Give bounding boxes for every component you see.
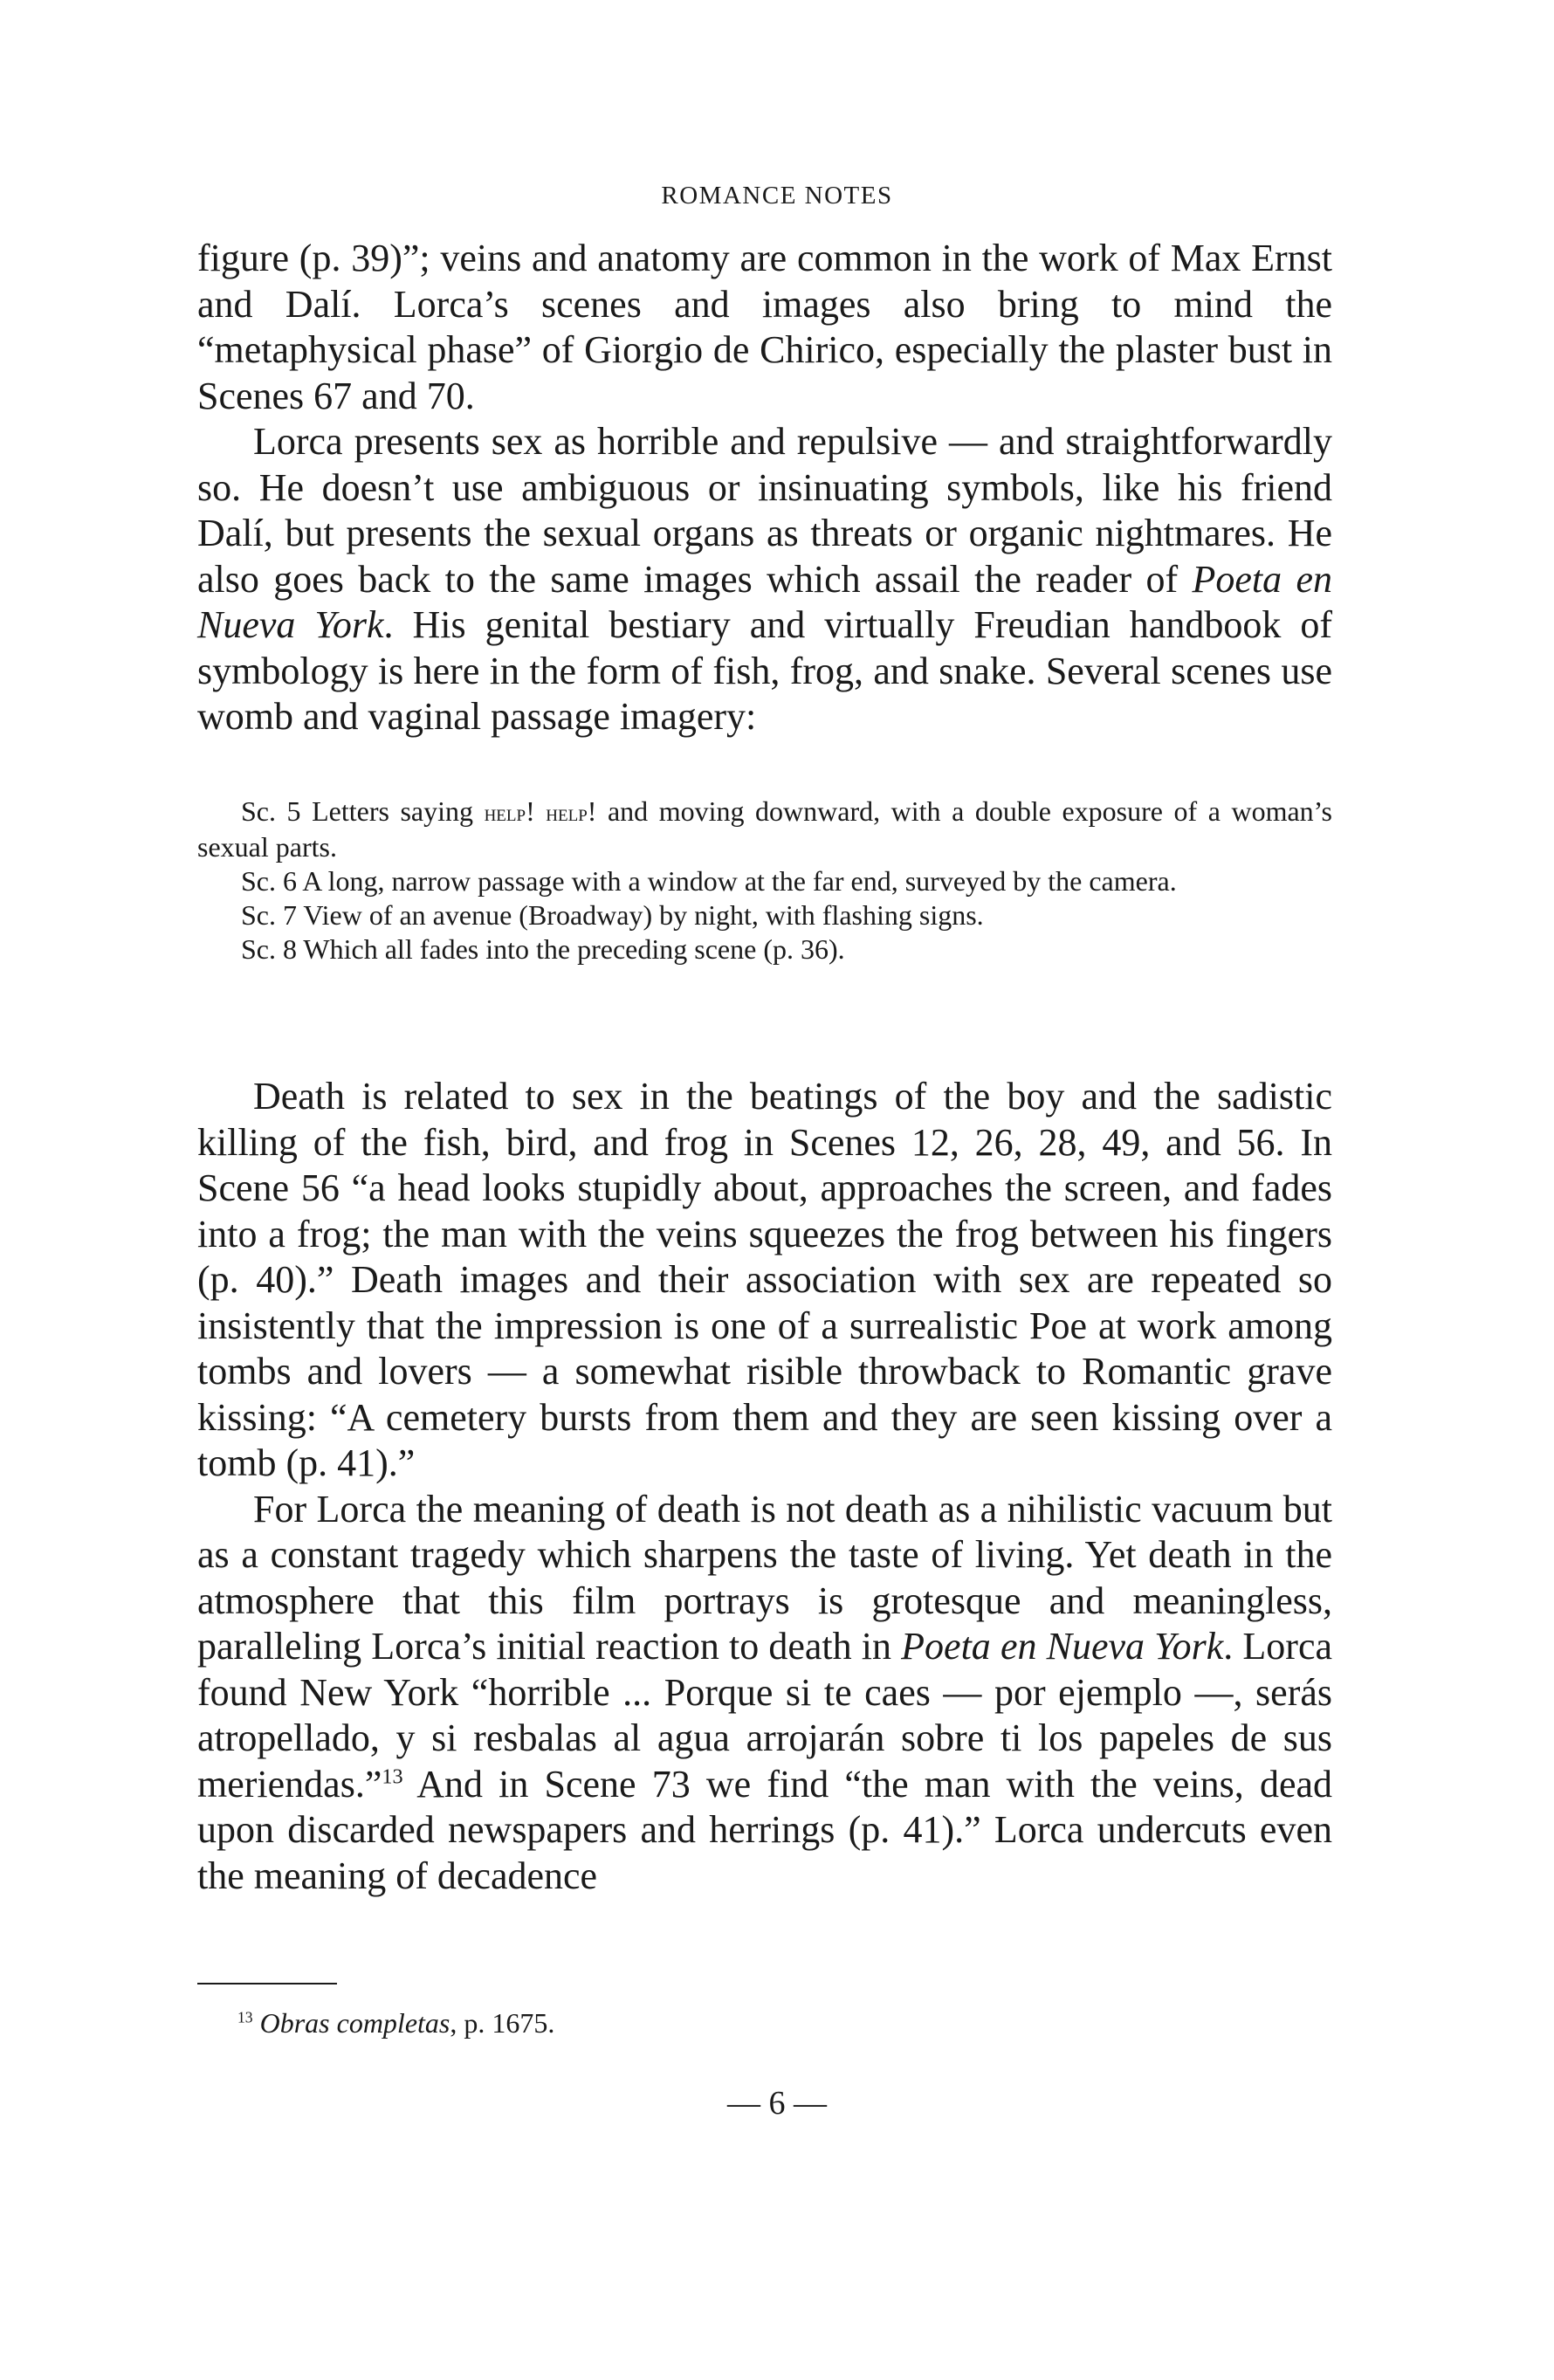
page-number: — 6 —	[727, 2085, 827, 2122]
paragraph	[197, 1074, 1332, 1487]
text-run: !	[526, 795, 547, 827]
text-run: figure (p. 39)”; veins and anatomy are common in the work of Max Ernst and Dalí. Lorca’s scenes and images also bring to mind the “metaphysical phase” of Giorgio de Chirico, especially the plaster bust in Scenes 67 and 70.	[197, 237, 1332, 417]
text-run: help	[484, 800, 526, 826]
text-run: 13	[382, 1764, 403, 1788]
text-run: ! and moving downward, with a double exposure of a woman’s sexual parts.	[197, 795, 1333, 863]
footnote-divider	[197, 1983, 337, 1984]
paragraph	[197, 1487, 1332, 1900]
footnote-title: Obras completas	[259, 2007, 450, 2039]
body-text-bottom	[197, 1074, 1332, 1899]
footnote-rest: , p. 1675.	[450, 2007, 555, 2039]
text-run: . His genital bestiary and virtually Freudian handbook of symbology is here in the form of fish, frog, and snake. Several scenes use womb and vaginal passage imagery:	[197, 603, 1332, 738]
scene-entry	[197, 932, 1332, 966]
text-run: Sc. 7 View of an avenue (Broadway) by night, with flashing signs.	[241, 899, 984, 931]
text-run: And in Scene 73 we find “the man with the veins, dead upon discarded newspapers and herrings (p. 41).” Lorca undercuts even the meaning of decadence	[197, 1762, 1332, 1897]
footnote	[237, 2005, 554, 2040]
paragraph	[197, 419, 1332, 740]
paragraph	[197, 236, 1332, 419]
scene-list	[197, 794, 1332, 966]
scene-entry	[197, 864, 1332, 898]
text-run: . Lorca found New York “horrible ... Porque si te caes — por ejemplo —, serás atropellado, y si resbalas al agua arrojarán sobre ti los papeles de sus meriendas.”	[197, 1625, 1332, 1806]
text-run: Sc. 8 Which all fades into the preceding scene (p. 36).	[241, 933, 845, 965]
text-run: For Lorca the meaning of death is not death as a nihilistic vacuum but as a constant tragedy which sharpens the taste of living. Yet death in the atmosphere that this film portrays is grotesque and meaningless, paralleling Lorca’s initial reaction to death in	[197, 1487, 1332, 1668]
footnote-number: 13	[237, 2008, 253, 2026]
text-run: Sc. 5 Letters saying	[241, 795, 485, 827]
text-run: Sc. 6 A long, narrow passage with a window at the far end, surveyed by the camera.	[241, 865, 1177, 897]
body-text-top	[197, 236, 1332, 740]
running-head: ROMANCE NOTES	[661, 182, 893, 210]
text-run: Death is related to sex in the beatings of the boy and the sadistic killing of the fish, bird, and frog in Scenes 12, 26, 28, 49, and 56. In Scene 56 “a head looks stupidly about, approaches the screen, and fades into a frog; the man with the veins squeezes the frog between his fingers (p. 40).” Death images and their association with sex are repeated so insistently that the impression is one of a surrealistic Poe at work among tombs and lovers — a somewhat risible throwback to Romantic grave kissing: “A cemetery bursts from them and they are seen kissing over a tomb (p. 41).”	[197, 1075, 1332, 1484]
text-run: Poeta en Nueva York	[901, 1625, 1224, 1668]
scene-entry	[197, 794, 1332, 864]
text-run: Lorca presents sex as horrible and repulsive — and straightforwardly so. He doesn’t use ambiguous or insinuating symbols, like his friend Dalí, but presents the sexual organs as threats or organic nightmares. He also goes back to the same images which assail the reader of	[197, 420, 1332, 601]
text-run: help	[546, 800, 588, 826]
scene-entry	[197, 898, 1332, 932]
text-run: Poeta en Nueva York	[197, 557, 1333, 646]
